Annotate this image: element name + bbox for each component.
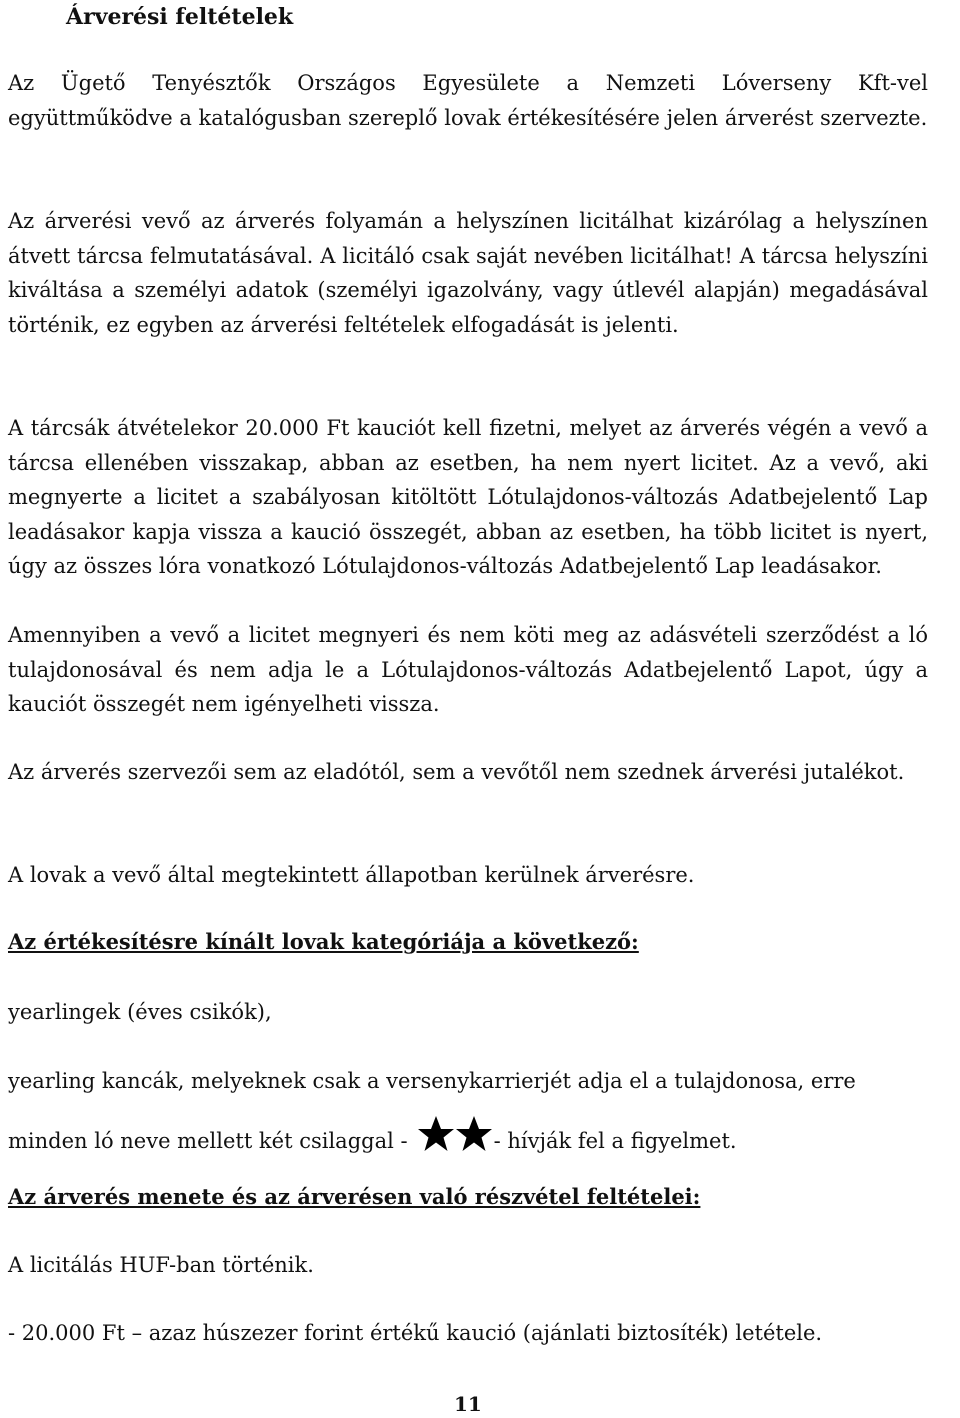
paragraph-condition: A lovak a vevő által megtekintett állapotban kerülnek árverésre. xyxy=(8,863,695,887)
paragraph-commission: Az árverés szervezői sem az eladótól, sem a vevőtől nem szednek árverési jutalékot. xyxy=(8,760,905,784)
category-yearling-mares-line2 xyxy=(8,1114,948,1158)
page-number: 11 xyxy=(454,1392,482,1416)
paragraph-organizer: Az Ügető Tenyésztők Országos Egyesülete a Nemzeti Lóverseny Kft-vel együttműködve a katalógusban szereplő lovak értékesítésére jelen árverést szervezte. xyxy=(8,71,928,130)
procedure-currency: A licitálás HUF-ban történik. xyxy=(8,1253,314,1277)
category-yearlings: yearlingek (éves csikók), xyxy=(8,1000,272,1024)
paragraph-bidding: Az árverési vevő az árverés folyamán a helyszínen licitálhat kizárólag a helyszínen átvett tárcsa felmutatásával. A licitáló csak saját nevében licitálhat! A tárcsa helyszíni kiváltása a személyi adatok (személyi igazolvány, vagy útlevél alapján) megadásával történik, ez egyben az árverési feltételek elfogadását is jelenti. xyxy=(8,209,928,337)
procedure-deposit: - 20.000 Ft – azaz húszezer forint értékű kaució (ajánlati biztosíték) letétele. xyxy=(8,1321,823,1345)
two-stars-icon xyxy=(418,1114,492,1154)
category-line2-after: - hívják fel a figyelmet. xyxy=(493,1129,737,1153)
paragraph-contract: Amennyiben a vevő a licitet megnyeri és nem köti meg az adásvételi szerződést a ló tulajdonosával és nem adja le a Lótulajdonos-változás Adatbejelentő Lapot, úgy a kauciót összegét nem igényelheti vissza. xyxy=(8,623,928,716)
star-icon xyxy=(456,1116,492,1151)
star-icon xyxy=(418,1116,454,1151)
heading-procedure: Az árverés menete és az árverésen való részvétel feltételei: xyxy=(8,1184,701,1209)
page-title: Árverési feltételek xyxy=(66,4,294,30)
document-page xyxy=(8,0,952,1416)
category-line2-before: minden ló neve mellett két csilaggal - xyxy=(8,1129,408,1153)
paragraph-deposit: A tárcsák átvételekor 20.000 Ft kauciót kell fizetni, melyet az árverés végén a vevő a tárcsa ellenében visszakap, abban az esetben, ha nem nyert licitet. Az a vevő, aki megnyerte a licitet a szabályosan kitöltött Lótulajdonos-változás Adatbejelentő Lap leadásakor kapja vissza a kaució összegét, abban az esetben, ha több licitet is nyert, úgy az összes lóra vonatkozó Lótulajdonos-változás Adatbejelentő Lap leadásakor. xyxy=(8,416,928,578)
category-yearling-mares-line1: yearling kancák, melyeknek csak a versenykarrierjét adja el a tulajdonosa, erre xyxy=(8,1069,856,1093)
heading-categories: Az értékesítésre kínált lovak kategóriája a következő: xyxy=(8,929,639,954)
